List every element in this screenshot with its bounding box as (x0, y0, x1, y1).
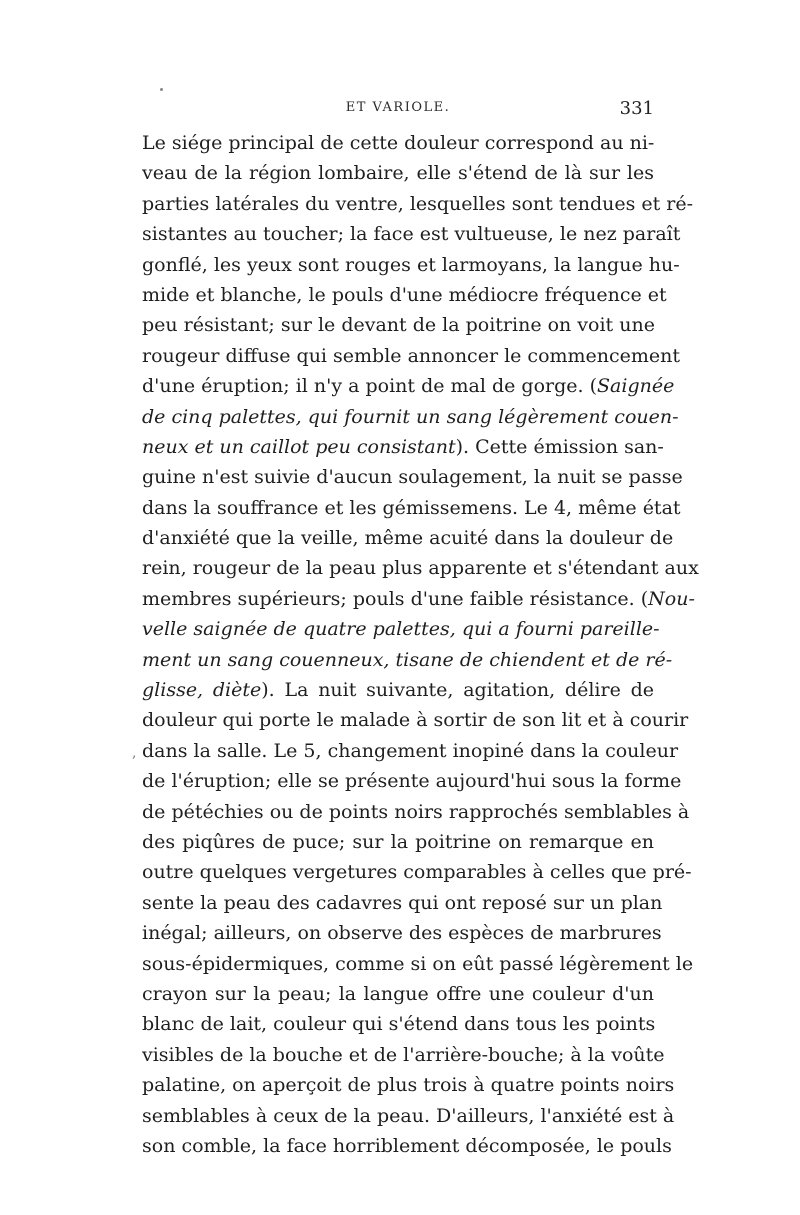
text-segment: de pétéchies ou de points noirs rapprochés semblables à (142, 800, 690, 823)
text-line (142, 857, 692, 887)
text-line (142, 1009, 654, 1039)
text-segment: crayon sur la peau; la langue offre une couleur d'un (142, 982, 654, 1005)
text-line (142, 1131, 672, 1161)
text-line (142, 675, 654, 705)
text-line (142, 128, 654, 158)
text-segment: outre quelques vergetures comparables à celles que pré- (142, 861, 692, 884)
text-line (142, 766, 682, 796)
text-segment: dans la souffrance et les gémissemens. Le 4, même état (142, 496, 681, 519)
text-line (142, 553, 699, 583)
text-line (142, 949, 694, 979)
text-segment: peu résistant; sur le devant de la poitrine on voit une (142, 314, 655, 337)
italic-segment: glisse, diète (142, 679, 262, 702)
text-segment: inégal; ailleurs, on observe des espèces de marbrures (142, 922, 662, 945)
text-line (142, 310, 654, 340)
text-line (142, 462, 683, 492)
text-segment: semblables à ceux de la peau. D'ailleurs, l'anxiété est à (142, 1104, 675, 1127)
text-segment: parties latérales du ventre, lesquelles sont tendues et ré- (142, 192, 694, 215)
text-segment: de l'éruption; elle se présente aujourd'hui sous la forme (142, 770, 682, 793)
text-line (142, 402, 679, 432)
text-line (142, 432, 664, 462)
text-line (142, 705, 689, 735)
text-line (142, 645, 673, 675)
text-line (142, 736, 679, 766)
running-head (142, 100, 654, 124)
running-title: ET VARIOLE. (345, 100, 451, 115)
text-segment: sous-épidermiques, comme si on eût passé légèrement le (142, 952, 694, 975)
text-segment: rougeur diffuse qui semble annoncer le commencement (142, 344, 681, 367)
text-line (142, 189, 694, 219)
text-segment: membres supérieurs; pouls d'une faible résistance. ( (142, 587, 649, 610)
italic-segment: de cinq palettes, qui fournit un sang légèrement couen- (142, 405, 679, 428)
text-segment: guine n'est suivie d'aucun soulagement, la nuit se passe (142, 466, 683, 489)
text-segment: d'une éruption; il n'y a point de mal de gorge. ( (142, 375, 598, 398)
margin-mark: , (132, 745, 137, 761)
text-line (142, 614, 660, 644)
text-line (142, 1070, 675, 1100)
text-line (142, 341, 681, 371)
text-segment: son comble, la face horriblement décomposée, le pouls (142, 1134, 672, 1157)
text-line (142, 158, 654, 188)
italic-segment: velle saignée de quatre palettes, qui a fourni pareille- (142, 618, 660, 641)
text-line (142, 493, 681, 523)
text-line (142, 1040, 665, 1070)
body-text (142, 128, 699, 1161)
text-segment: mide et blanche, le pouls d'une médiocre fréquence et (142, 283, 667, 306)
text-line (142, 827, 654, 857)
text-segment: gonflé, les yeux sont rouges et larmoyans, la langue hu- (142, 253, 680, 276)
text-line (142, 219, 681, 249)
text-segment: visibles de la bouche et de l'arrière-bouche; à la voûte (142, 1043, 665, 1066)
text-line (142, 1101, 675, 1131)
text-segment: veau de la région lombaire, elle s'étend de là sur les (142, 162, 654, 185)
text-segment: sistantes au toucher; la face est vultueuse, le nez paraît (142, 223, 681, 246)
text-segment: d'anxiété que la veille, même acuité dans la douleur de (142, 527, 674, 550)
text-segment: Le siége principal de cette douleur correspond au ni- (142, 132, 655, 154)
text-line (142, 584, 695, 614)
text-line (142, 280, 667, 310)
text-line (142, 371, 675, 401)
text-line (142, 523, 674, 553)
text-line (142, 888, 663, 918)
text-segment: blanc de lait, couleur qui s'étend dans tous les points (142, 1013, 656, 1036)
text-line (142, 797, 690, 827)
text-segment: ). Cette émission san- (455, 435, 664, 458)
text-segment: rein, rougeur de la peau plus apparente et s'étendant aux (142, 557, 699, 580)
text-line (142, 979, 654, 1009)
text-segment: palatine, on aperçoit de plus trois à quatre points noirs (142, 1074, 675, 1097)
text-line (142, 250, 680, 280)
page-number: 331 (619, 98, 654, 119)
italic-segment: Nou- (648, 587, 695, 610)
italic-segment: ment un sang couenneux, tisane de chiendent et de ré- (142, 648, 673, 671)
text-segment: douleur qui porte le malade à sortir de son lit et à courir (142, 709, 689, 732)
ink-dot (160, 88, 163, 91)
text-line (142, 918, 662, 948)
italic-segment: Saignée (597, 375, 675, 398)
text-segment: des piqûres de puce; sur la poitrine on remarque en (142, 830, 654, 853)
italic-segment: neux et un caillot peu consistant (142, 435, 456, 458)
text-segment: dans la salle. Le 5, changement inopiné dans la couleur (142, 739, 679, 762)
text-segment: ). La nuit suivante, agitation, délire de (261, 679, 654, 702)
text-segment: sente la peau des cadavres qui ont reposé sur un plan (142, 891, 663, 914)
